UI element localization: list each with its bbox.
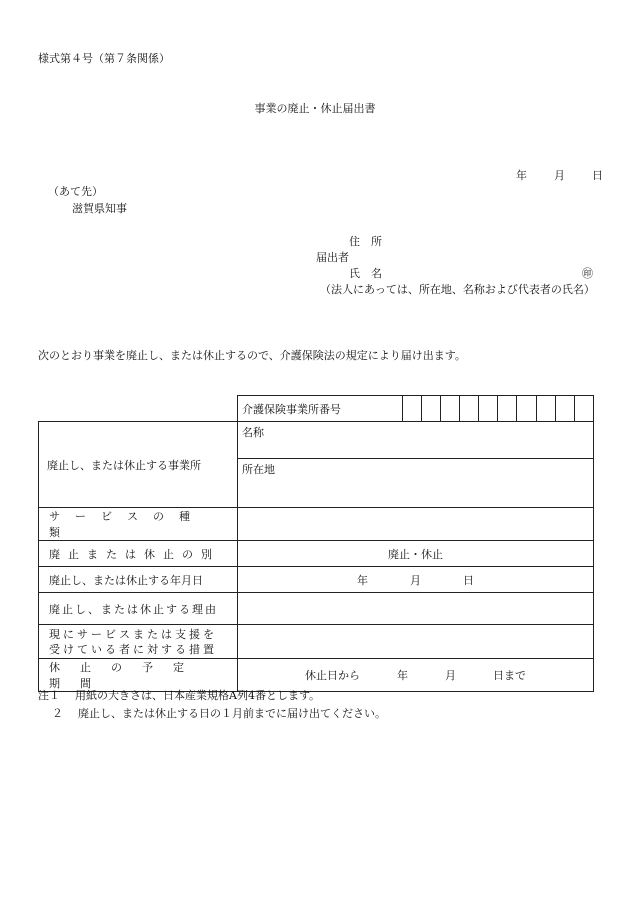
office-label: 廃止し、または休止する事業所 (39, 422, 238, 508)
addressee-prefix: （あて先） (48, 185, 103, 198)
service-type-label (39, 508, 238, 541)
date-value-month: 月 (410, 573, 421, 587)
intro-sentence: 次のとおり事業を廃止し、または休止するので、介護保険法の規定により届け出ます。 (38, 349, 466, 362)
category-text: 廃止または休止の別 (49, 547, 220, 561)
period-text: 休止の予定期間 (49, 661, 204, 690)
category-label (39, 541, 238, 567)
office-number-boxes[interactable] (402, 396, 594, 422)
form-title: 事業の廃止・休止届出書 (254, 102, 376, 115)
note-2-num: ２ (52, 707, 63, 720)
digit-box[interactable] (459, 396, 478, 421)
measures-text-line2: 受けている者に対する措置 (49, 642, 217, 656)
note-2 (52, 705, 386, 721)
seal-mark: ㊞ (582, 267, 593, 280)
digit-box[interactable] (497, 396, 516, 421)
digit-box[interactable] (536, 396, 555, 421)
period-year: 年 (397, 669, 408, 682)
note-1 (38, 687, 320, 703)
period-until: 日まで (493, 669, 526, 682)
date-value-day: 日 (463, 573, 474, 587)
address-label: 住 所 (349, 235, 382, 248)
digit-box[interactable] (555, 396, 574, 421)
reason-value[interactable] (238, 593, 594, 625)
reason-text: 廃止し、または休止する理由 (49, 602, 218, 616)
date-month-label: 月 (554, 169, 565, 182)
blank-corner (39, 396, 238, 422)
applicant-role-label: 届出者 (316, 251, 349, 264)
service-type-value[interactable] (238, 508, 594, 541)
note-1-text: 用紙の大きさは、日本産業規格A列4番とします。 (75, 689, 321, 702)
office-number-label: 介護保険事業所番号 (238, 396, 402, 422)
reason-label (39, 593, 238, 625)
measures-value[interactable] (238, 625, 594, 659)
office-details (238, 422, 594, 508)
note-2-text: 廃止し、または休止する日の１月前までに届け出てください。 (78, 707, 386, 720)
category-value[interactable]: 廃止・休止 (238, 541, 594, 567)
measures-text-line1: 現にサービスまたは支援を (49, 627, 217, 641)
digit-box[interactable] (478, 396, 497, 421)
measures-label (39, 625, 238, 659)
period-month: 月 (445, 669, 456, 682)
digit-box[interactable] (574, 396, 593, 421)
office-location-label: 所在地 (242, 463, 275, 476)
digit-box[interactable] (421, 396, 440, 421)
period-from: 休止日から (305, 669, 360, 682)
digit-box[interactable] (516, 396, 535, 421)
date-value[interactable] (238, 567, 594, 593)
digit-box[interactable] (440, 396, 459, 421)
office-name-label: 名称 (242, 426, 264, 439)
service-type-text: サービスの種類 (49, 510, 205, 539)
date-year-label: 年 (516, 169, 527, 182)
date-value-year: 年 (357, 573, 368, 587)
note-1-num: 注１ (38, 689, 60, 702)
date-label: 廃止し、または休止する年月日 (39, 567, 238, 593)
corporate-note: （法人にあっては、所在地、名称および代表者の氏名） (320, 283, 595, 296)
name-label: 氏 名 (349, 267, 382, 280)
notification-table (38, 395, 594, 692)
addressee: 滋賀県知事 (72, 202, 127, 215)
date-line (516, 167, 603, 183)
digit-box[interactable] (402, 396, 421, 421)
date-day-label: 日 (592, 169, 603, 182)
form-number: 様式第４号（第７条関係） (38, 52, 170, 65)
